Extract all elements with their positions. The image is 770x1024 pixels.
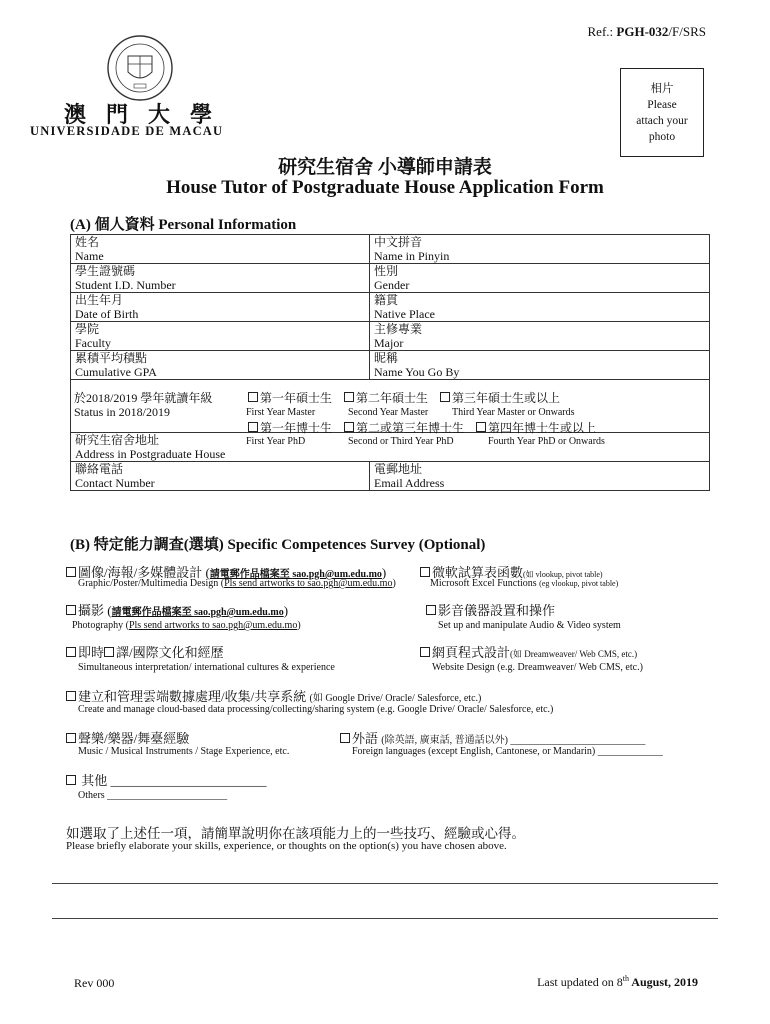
photography-en: Photography (Pls send artworks to sao.pgh@um.edu.mo) <box>72 620 301 631</box>
checkbox[interactable] <box>248 422 258 432</box>
checkbox[interactable] <box>66 691 76 701</box>
option-label: Third Year Master or Onwards <box>452 407 575 418</box>
form-title-english: House Tutor of Postgraduate House Application Form <box>166 177 604 198</box>
elaborate-instruction-zh: 如選取了上述任一項，請簡單說明你在該項能力上的一些技巧、經驗或心得。 <box>66 826 525 841</box>
checkbox[interactable] <box>340 733 350 743</box>
dob-field[interactable]: 出生年月 Date of Birth <box>71 293 370 322</box>
checkbox[interactable] <box>66 567 76 577</box>
option-cloud-system[interactable]: 建立和管理雲端數據處理/收集/共享系統 (如 Google Drive/ Oracle/ Salesforce, etc.) <box>66 686 481 705</box>
student-id-field[interactable]: 學生證號碼 Student I.D. Number <box>71 264 370 293</box>
option-label: Second Year Master <box>348 407 429 418</box>
web-design-en: Website Design (e.g. Dreamweaver/ Web CMS, etc.) <box>432 662 643 673</box>
checkbox[interactable] <box>66 647 76 657</box>
status-label-zh: 於2018/2019 學年就讀年級 <box>74 391 213 405</box>
checkbox[interactable] <box>420 567 430 577</box>
revision-number: Rev 000 <box>74 976 115 990</box>
checkbox[interactable] <box>248 392 258 402</box>
option-others[interactable]: 其他 ________________________ <box>66 770 267 789</box>
photo-label-line2: attach your <box>636 115 688 127</box>
address-field[interactable]: 研究生宿舍地址 Address in Postgraduate House <box>71 433 710 462</box>
nickname-field[interactable]: 昵稱 Name You Go By <box>370 351 710 380</box>
interpretation-en: Simultaneous interpretation/ international cultures & experience <box>78 662 335 673</box>
option-second-year-master[interactable]: 第二年碩士生 <box>344 389 428 406</box>
checkbox[interactable] <box>66 605 76 615</box>
major-field[interactable]: 主修專業 Major <box>370 322 710 351</box>
status-label-en: Status in 2018/2019 <box>74 405 171 419</box>
native-place-field[interactable]: 籍貫 Native Place <box>370 293 710 322</box>
checkbox[interactable] <box>420 647 430 657</box>
pinyin-field[interactable]: 中文拼音 Name in Pinyin <box>370 235 710 264</box>
photo-label-line1: Please <box>647 99 677 111</box>
foreign-language-en: Foreign languages (except English, Cantonese, or Mandarin) _____________ <box>352 746 663 757</box>
checkbox[interactable] <box>476 422 486 432</box>
contact-number-field[interactable]: 聯絡電話 Contact Number <box>71 462 370 491</box>
option-foreign-language[interactable]: 外語 (除英語, 廣東話, 普通話以外) ___________________________ <box>340 728 645 747</box>
music-en: Music / Musical Instruments / Stage Experience, etc. <box>78 746 290 757</box>
university-seal-logo <box>98 34 182 102</box>
option-audio-video[interactable]: 影音儀器設置和操作 <box>426 600 555 619</box>
answer-line-2[interactable] <box>52 918 718 919</box>
checkbox[interactable] <box>66 733 76 743</box>
option-music[interactable]: 聲樂/樂器/舞臺經驗 <box>66 728 189 747</box>
reference-number: Ref.: PGH-032/F/SRS <box>587 24 706 39</box>
option-third-year-master[interactable]: 第三年碩士生或以上 <box>440 389 560 406</box>
checkbox[interactable] <box>344 392 354 402</box>
others-en: Others ________________________ <box>78 790 228 801</box>
table-row <box>71 322 710 351</box>
form-title-chinese: 研究生宿舍 小導師申請表 <box>278 157 492 178</box>
table-row <box>71 264 710 293</box>
faculty-field[interactable]: 學院 Faculty <box>71 322 370 351</box>
option-interpretation[interactable]: 即時 譯/國際文化和經歷 <box>66 642 224 661</box>
checkbox[interactable] <box>66 775 76 785</box>
option-excel-functions[interactable]: 微軟試算表函數(如 vlookup, pivot table) <box>420 562 603 581</box>
photo-label-zh: 相片 <box>650 83 674 95</box>
email-field[interactable]: 電郵地址 Email Address <box>370 462 710 491</box>
photo-attachment-box[interactable] <box>620 68 704 157</box>
option-label: First Year Master <box>246 407 316 418</box>
option-fourth-year-phd[interactable]: 第四年博士生或以上 <box>476 419 596 436</box>
elaborate-instruction-en: Please briefly elaborate your skills, experience, or thoughts on the option(s) you have chosen above. <box>66 840 507 852</box>
last-updated: Last updated on 8th August, 2019 <box>537 974 698 989</box>
checkbox[interactable] <box>426 605 436 615</box>
personal-info-table <box>70 234 710 491</box>
university-name-chinese: 澳門大學 <box>64 102 233 127</box>
section-b-heading: (B) 特定能力調查(選填) Specific Competences Survey (Optional) <box>70 537 486 553</box>
excel-functions-en: Microsoft Excel Functions (eg vlookup, pivot table) <box>430 578 619 589</box>
university-name-portuguese: UNIVERSIDADE DE MACAU <box>30 124 224 138</box>
table-row <box>71 351 710 380</box>
option-first-year-master[interactable]: 第一年碩士生 <box>248 389 332 406</box>
name-field[interactable]: 姓名 Name <box>71 235 370 264</box>
option-photography[interactable]: 攝影 (請電郵作品檔案至 sao.pgh@um.edu.mo) <box>66 600 288 619</box>
answer-line-1[interactable] <box>52 883 718 884</box>
gender-field[interactable]: 性別 Gender <box>370 264 710 293</box>
checkbox[interactable] <box>344 422 354 432</box>
option-web-design[interactable]: 網頁程式設計(如 Dreamweaver/ Web CMS, etc.) <box>420 642 637 661</box>
checkbox[interactable] <box>440 392 450 402</box>
audio-video-en: Set up and manipulate Audio & Video system <box>438 620 621 631</box>
table-row <box>71 293 710 322</box>
checkbox[interactable] <box>104 647 114 657</box>
gpa-field[interactable]: 累積平均積點 Cumulative GPA <box>71 351 370 380</box>
table-row <box>71 235 710 264</box>
table-row <box>71 462 710 491</box>
option-first-year-phd[interactable]: 第一年博士生 <box>248 419 332 436</box>
section-a-heading: (A) 個人資料 Personal Information <box>70 217 297 233</box>
option-graphic-design[interactable]: 圖像/海報/多媒體設計 (請電郵作品檔案至 sao.pgh@um.edu.mo) <box>66 562 386 581</box>
graphic-design-en: Graphic/Poster/Multimedia Design (Pls send artworks to sao.pgh@um.edu.mo) <box>78 578 396 589</box>
option-label: First Year PhD <box>246 436 306 447</box>
option-label: Fourth Year PhD or Onwards <box>488 436 605 447</box>
photo-label-line3: photo <box>648 131 676 143</box>
option-label: Second or Third Year PhD <box>348 436 454 447</box>
option-second-third-year-phd[interactable]: 第二或第三年博士生 <box>344 419 464 436</box>
cloud-system-en: Create and manage cloud-based data processing/collecting/sharing system (e.g. Google Drive/ Oracle/ Salesforce, etc.) <box>78 704 554 715</box>
